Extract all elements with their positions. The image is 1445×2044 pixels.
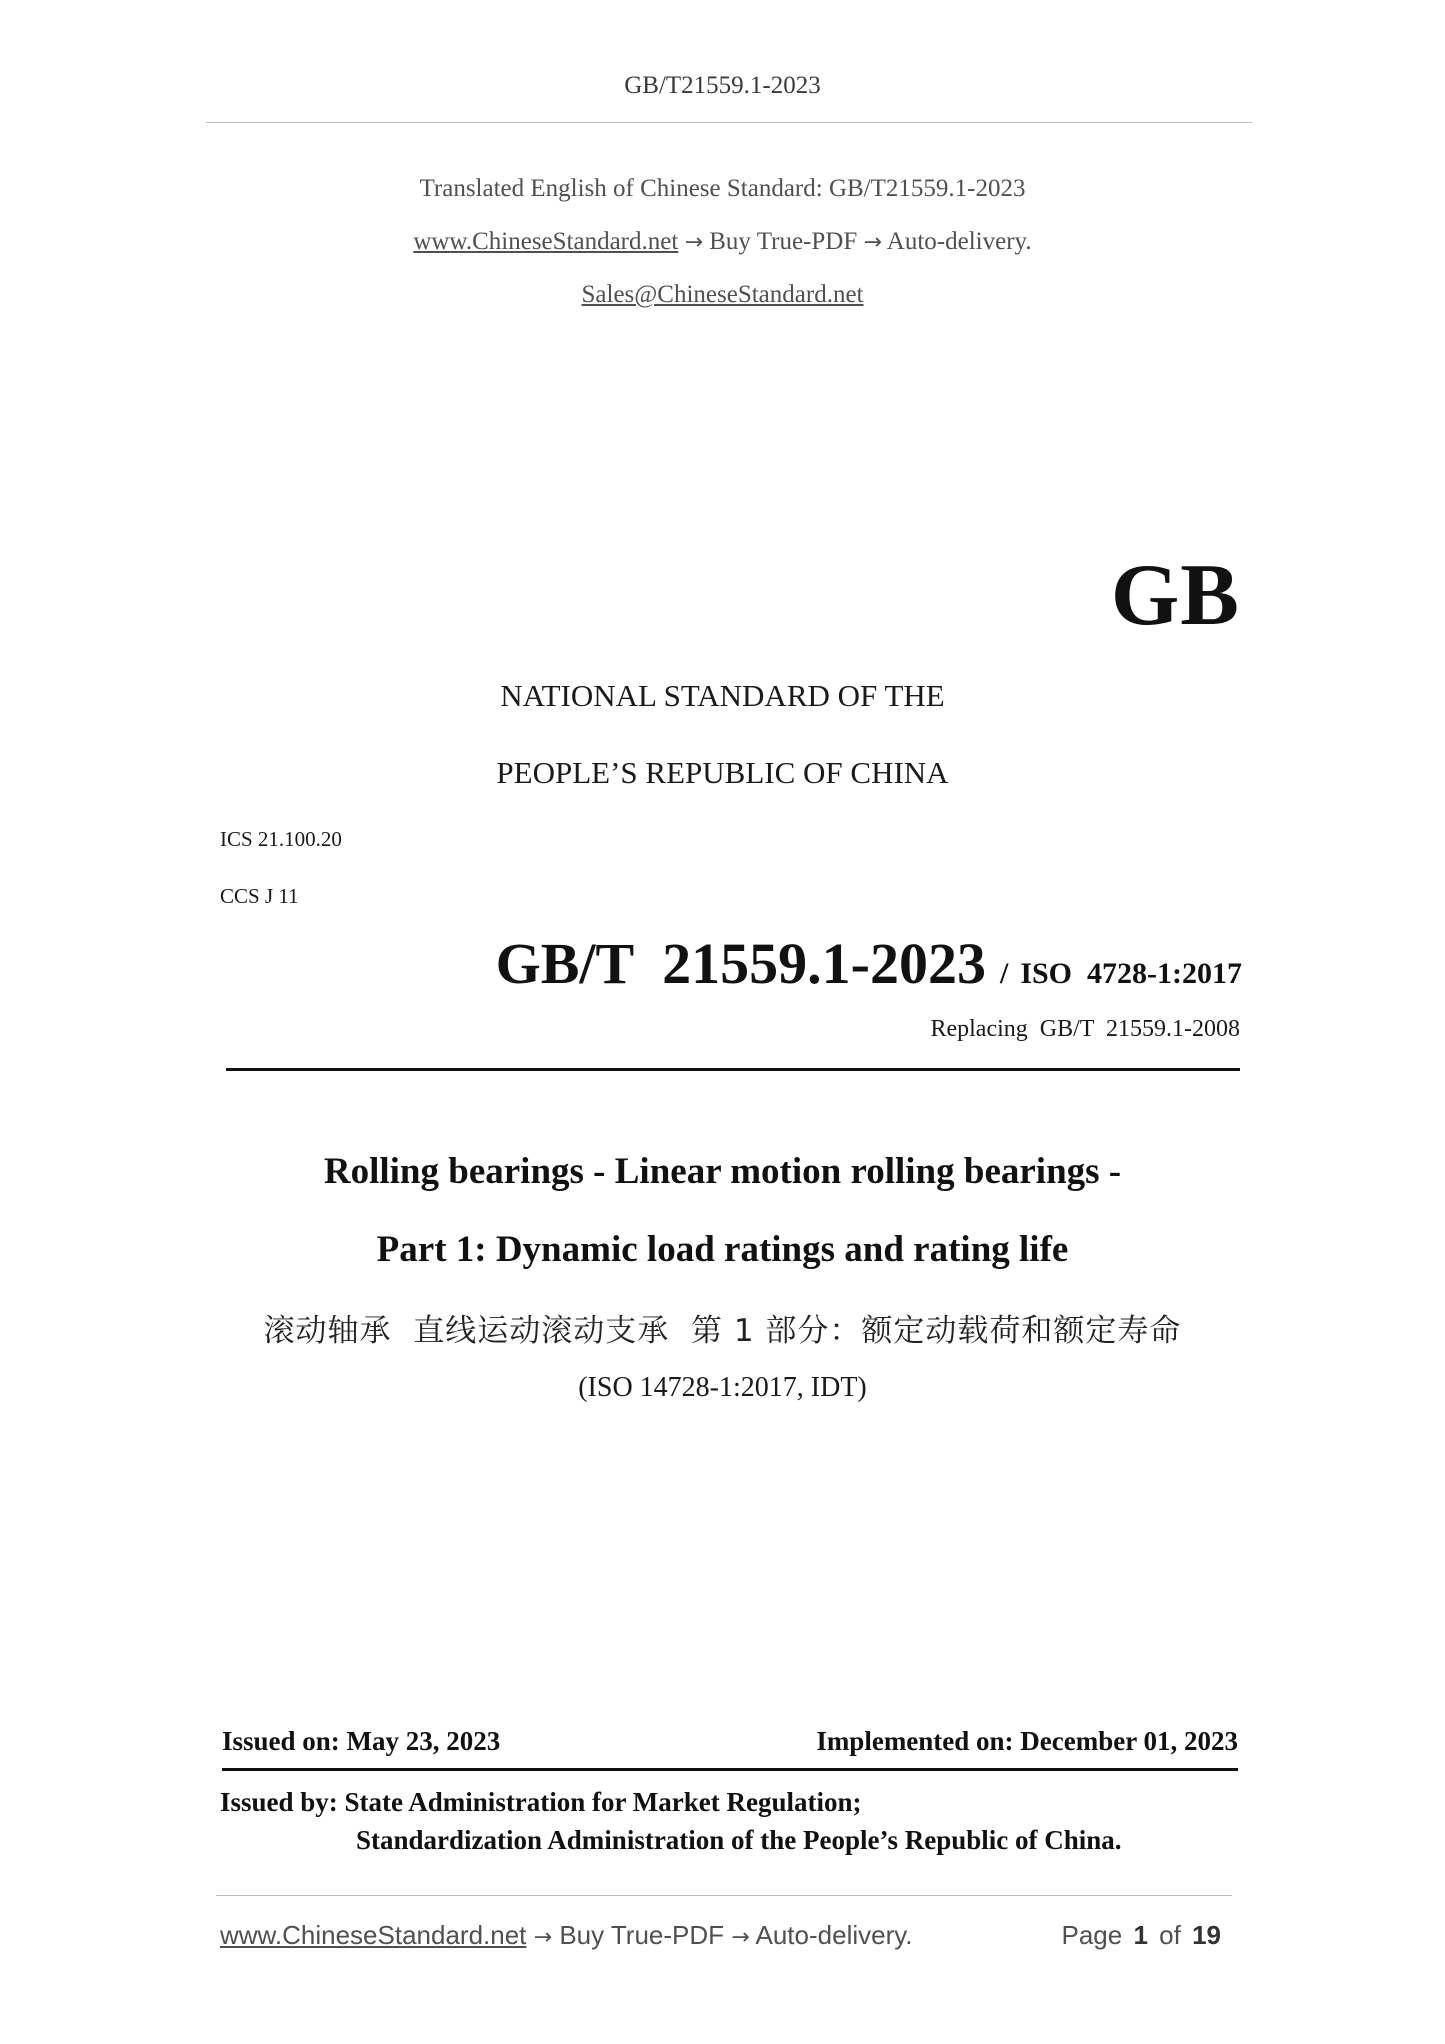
promo-email-line <box>0 281 1445 309</box>
promo-translated-line: Translated English of Chinese Standard: GB/T21559.1-2023 <box>419 175 1026 202</box>
title-line1: Rolling bearings - Linear motion rolling bearings - <box>323 1151 1122 1192</box>
buy-true-pdf-text: Buy True-PDF <box>709 228 858 255</box>
chinese-title: 滚动轴承 直线运动滚动支承 第 1 部分：额定动载荷和额定寿命 <box>263 1313 1182 1349</box>
footer-divider <box>216 1895 1232 1896</box>
replacing-standard: Replacing GB/T 21559.1-2008 <box>930 1016 1240 1042</box>
site-link[interactable]: www.ChineseStandard.net <box>413 228 679 255</box>
standard-number: GB/T 21559.1-2023 <box>495 931 986 996</box>
auto-delivery-text: Auto-delivery. <box>886 228 1032 255</box>
issued-by-line2: Standardization Administration of the People’s Republic of China. <box>356 1825 1122 1855</box>
issued-by-block <box>220 1783 1122 1859</box>
title-line2: Part 1: Dynamic load ratings and rating life <box>376 1229 1069 1270</box>
ccs-code: CCS J 11 <box>220 884 299 908</box>
implemented-on-date: Implemented on: December 01, 2023 <box>816 1726 1238 1756</box>
ics-code: ICS 21.100.20 <box>220 827 342 851</box>
arrow-right-icon: → <box>731 1925 750 1950</box>
page-label: Page <box>1061 1920 1123 1950</box>
page-of-label: of <box>1159 1920 1181 1950</box>
issued-by-line1: Issued by: State Administration for Market Regulation; <box>220 1787 862 1817</box>
arrow-right-icon: → <box>863 230 882 255</box>
footer-promo <box>220 1920 913 1951</box>
page-indicator <box>1061 1920 1225 1951</box>
standard-separator: / <box>999 957 1009 990</box>
arrow-right-icon: → <box>533 1925 553 1950</box>
national-standard-line1: NATIONAL STANDARD OF THE <box>500 678 945 713</box>
standard-number-line <box>496 930 1242 997</box>
promo-buy-line <box>0 228 1445 256</box>
issued-on-date: Issued on: May 23, 2023 <box>222 1726 501 1756</box>
footer-site-link[interactable]: www.ChineseStandard.net <box>220 1920 527 1950</box>
issue-divider <box>222 1768 1238 1771</box>
iso-identical-note: (ISO 14728-1:2017, IDT) <box>578 1372 867 1403</box>
title-divider <box>226 1068 1240 1071</box>
footer-auto-text: Auto-delivery. <box>755 1920 913 1950</box>
header-divider <box>206 122 1252 123</box>
iso-number: ISO 4728-1:2017 <box>1020 957 1242 990</box>
sales-email-link[interactable]: Sales@ChineseStandard.net <box>581 281 864 308</box>
page-total: 19 <box>1192 1920 1221 1950</box>
national-standard-line2: PEOPLE’S REPUBLIC OF CHINA <box>496 755 949 790</box>
page-current: 1 <box>1133 1920 1148 1950</box>
footer-buy-text: Buy True-PDF <box>559 1920 725 1950</box>
arrow-right-icon: → <box>684 230 703 255</box>
gb-logo: GB <box>1110 547 1240 644</box>
running-header: GB/T21559.1-2023 <box>624 72 821 99</box>
